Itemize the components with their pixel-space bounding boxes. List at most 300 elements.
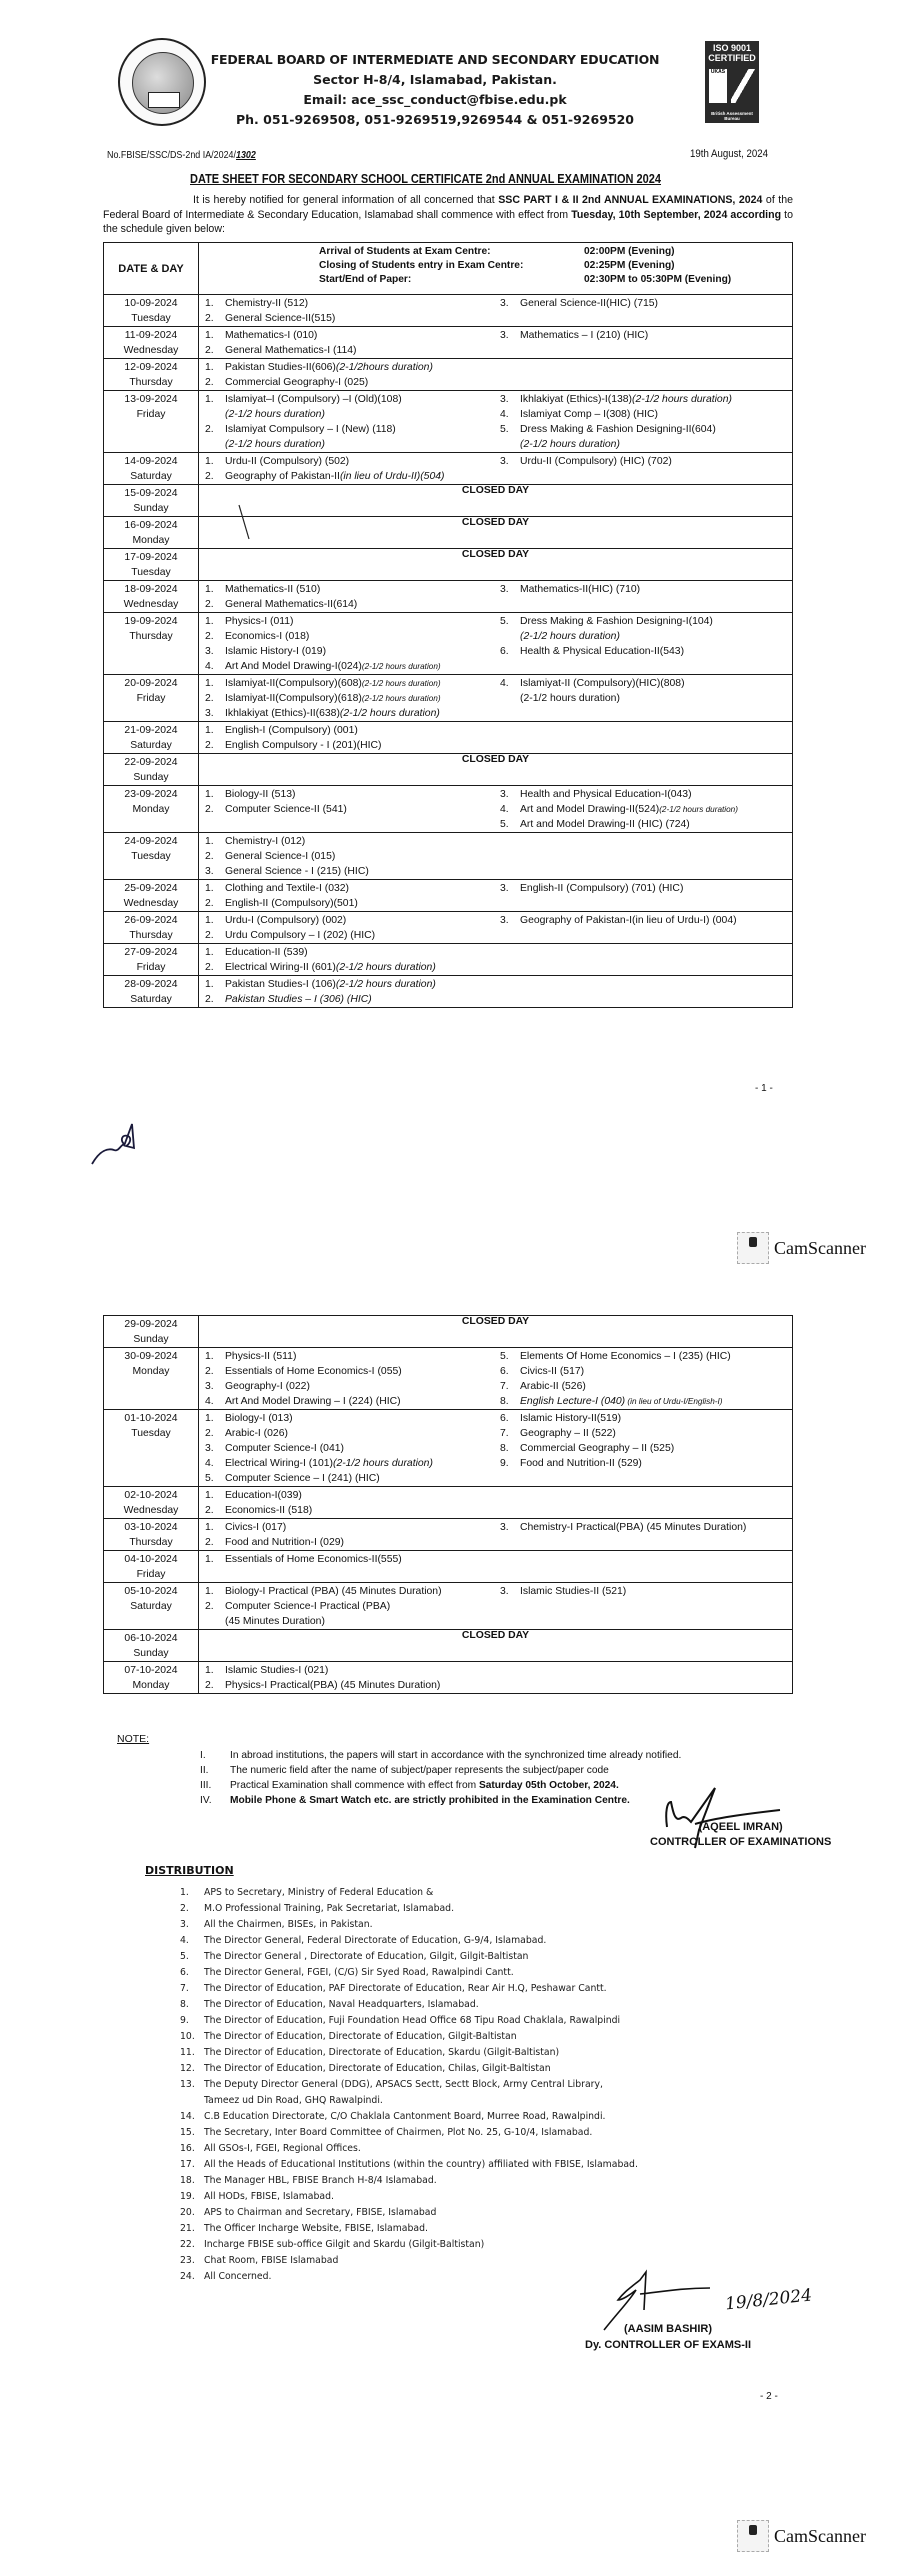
distribution-text: All GSOs-I, FGEI, Regional Offices. xyxy=(204,2143,361,2154)
subject-name: Biology-II (513) xyxy=(225,789,296,800)
subject-row xyxy=(500,454,792,469)
distribution-number: 10. xyxy=(180,2031,195,2042)
intro-text-1: It is hereby notified for general information of all concerned that xyxy=(193,194,499,206)
subjects-cell xyxy=(199,1487,793,1519)
subject-number: 5. xyxy=(500,616,509,627)
spacer xyxy=(500,437,520,452)
schedule-row xyxy=(104,1630,793,1662)
subject-columns xyxy=(205,582,792,612)
distribution-item xyxy=(180,2141,638,2157)
subject-number: 4. xyxy=(500,804,509,815)
subject-text xyxy=(225,582,500,597)
distribution-heading: DISTRIBUTION xyxy=(145,1864,234,1877)
subject-row xyxy=(205,1599,500,1614)
subject-number: 3. xyxy=(500,1586,509,1597)
subject-row xyxy=(205,864,500,879)
subject-columns xyxy=(205,328,792,358)
subject-number: 8. xyxy=(500,1443,509,1454)
subjects-cell xyxy=(199,1519,793,1551)
subject-item xyxy=(500,802,792,817)
schedule-row xyxy=(104,786,793,833)
exam-day: Monday xyxy=(132,535,170,546)
subject-number: 2. xyxy=(205,313,214,324)
subject-row xyxy=(205,597,500,612)
subject-name: Islamiyat Compulsory – I (New) (118) xyxy=(225,424,396,435)
distribution-list xyxy=(180,1885,638,2285)
subject-row xyxy=(500,1349,792,1364)
subject-name: Economics-II (518) xyxy=(225,1505,313,1516)
subject-row xyxy=(500,296,792,311)
exam-date: 04-10-2024 xyxy=(124,1554,178,1565)
subject-name: Chemistry-I Practical(PBA) (45 Minutes Duration) xyxy=(520,1522,747,1533)
subject-row xyxy=(500,913,792,928)
exam-day: Sunday xyxy=(133,1334,169,1345)
distribution-number: 8. xyxy=(180,1999,189,2010)
spacer xyxy=(205,437,225,452)
subject-row xyxy=(205,881,500,896)
subject-number: 3. xyxy=(205,1443,214,1454)
subject-number: 2. xyxy=(205,898,214,909)
subject-number: 1. xyxy=(205,1665,214,1676)
exam-date: 03-10-2024 xyxy=(124,1522,178,1533)
distribution-item xyxy=(180,2189,638,2205)
subject-number: 1. xyxy=(205,915,214,926)
exam-date: 15-09-2024 xyxy=(124,488,178,499)
exam-day: Monday xyxy=(132,1680,170,1691)
exam-day: Saturday xyxy=(130,1601,172,1612)
subject-text xyxy=(520,454,792,469)
subject-item xyxy=(205,676,500,691)
subject-name: General Science - I (215) (HIC) xyxy=(225,866,369,877)
subject-text xyxy=(225,1552,500,1567)
subject-item xyxy=(500,422,792,452)
subject-name: Commercial Geography-I (025) xyxy=(225,377,369,388)
exam-day: Wednesday xyxy=(123,1505,179,1516)
subject-number: 1. xyxy=(205,789,214,800)
exam-day: Thursday xyxy=(129,631,173,642)
note-text: Practical Examination shall commence with effect from xyxy=(230,1780,479,1791)
subject-name: Mathematics-I (010) xyxy=(225,330,318,341)
subject-name: Ikhlakiyat (Ethics)-I(138) xyxy=(520,394,633,405)
subject-number: 6. xyxy=(500,1366,509,1377)
subject-text xyxy=(225,787,500,802)
exam-date: 28-09-2024 xyxy=(124,979,178,990)
exam-date: 16-09-2024 xyxy=(124,520,178,531)
subject-text xyxy=(520,614,792,629)
distribution-text: All the Chairmen, BISEs, in Pakistan. xyxy=(204,1919,373,1930)
duration-note-small: (in lieu of Urdu-I/English-I) xyxy=(625,1397,723,1406)
signatory-title: Dy. CONTROLLER OF EXAMS-II xyxy=(585,2339,752,2351)
subject-column-left xyxy=(205,582,500,612)
subject-row xyxy=(500,582,792,597)
exam-day: Friday xyxy=(136,962,166,973)
subject-column-right xyxy=(500,328,792,358)
distribution-text: The Director of Education, PAF Directorate of Education, Rear Air H.Q, Peshawar Cantt. xyxy=(204,1983,607,1994)
subject-column-left xyxy=(205,296,500,326)
date-day-cell xyxy=(104,976,199,1008)
subject-row xyxy=(205,1364,500,1379)
schedule-row xyxy=(104,517,793,549)
distribution-item xyxy=(180,1965,638,1981)
distribution-number: 13. xyxy=(180,2079,195,2090)
subject-name: Pakistan Studies-I (106) xyxy=(225,979,336,990)
subject-text xyxy=(225,311,500,326)
subject-row xyxy=(500,1394,792,1409)
exam-date: 27-09-2024 xyxy=(124,947,178,958)
subjects-cell xyxy=(199,722,793,754)
subject-item xyxy=(500,392,792,407)
signatory-name: (AASIM BASHIR) xyxy=(624,2323,713,2335)
subject-text xyxy=(520,787,792,802)
subject-column-right xyxy=(500,913,792,943)
closed-day-cell: CLOSED DAY xyxy=(199,517,793,549)
distribution-item xyxy=(180,2173,638,2189)
subject-item xyxy=(205,659,500,674)
subject-text xyxy=(520,392,792,407)
subject-text xyxy=(520,1379,792,1394)
subject-number: 2. xyxy=(205,804,214,815)
exam-day: Tuesday xyxy=(131,851,171,862)
subject-name: Health and Physical Education-I(043) xyxy=(520,789,692,800)
subject-row xyxy=(500,1379,792,1394)
subject-text xyxy=(225,1411,500,1426)
subject-name: Dress Making & Fashion Designing-I(104) xyxy=(520,616,713,627)
subject-columns xyxy=(205,1411,792,1486)
distribution-text: The Deputy Director General (DDG), APSACS Sectt, Sectt Block, Army Central Library, xyxy=(204,2079,603,2090)
distribution-text: All Concerned. xyxy=(204,2271,272,2282)
subjects-cell xyxy=(199,1551,793,1583)
distribution-item xyxy=(180,2157,638,2173)
subject-column-left xyxy=(205,1552,500,1567)
iso-9001-badge xyxy=(705,41,759,123)
subject-number: 7. xyxy=(500,1428,509,1439)
schedule-row xyxy=(104,549,793,581)
subject-row xyxy=(500,328,792,343)
subject-item xyxy=(500,1441,792,1456)
subject-text xyxy=(225,343,500,358)
subject-row xyxy=(205,375,500,390)
subject-row xyxy=(205,469,500,484)
subject-row xyxy=(205,928,500,943)
subject-row-continued xyxy=(205,407,500,422)
duration-note: (2-1/2 hours duration) xyxy=(339,708,440,719)
subject-name: Urdu-II (Compulsory) (HIC) (702) xyxy=(520,456,672,467)
subject-text xyxy=(520,1520,792,1535)
subject-text xyxy=(225,1471,500,1486)
initial-signature xyxy=(90,1120,150,1170)
subject-column-right xyxy=(500,723,792,753)
subject-name: Islamiyat-II(Compulsory)(618) xyxy=(225,693,362,704)
subject-item xyxy=(205,1379,500,1394)
subject-column-left xyxy=(205,723,500,753)
subject-item xyxy=(205,1552,500,1567)
subject-text xyxy=(225,1426,500,1441)
subject-name: Electrical Wiring-II (601) xyxy=(225,962,336,973)
distribution-text: C.B Education Directorate, C/O Chaklala Cantonment Board, Murree Road, Rawalpindi. xyxy=(204,2111,606,2122)
schedule-row xyxy=(104,1583,793,1630)
subject-columns xyxy=(205,977,792,1007)
subject-row xyxy=(500,407,792,422)
schedule-row xyxy=(104,912,793,944)
subject-name: Education-II (539) xyxy=(225,947,308,958)
exam-day: Saturday xyxy=(130,471,172,482)
distribution-number: 15. xyxy=(180,2127,195,2138)
subject-row xyxy=(205,977,500,992)
subjects-cell xyxy=(199,944,793,976)
subject-number: 3. xyxy=(500,915,509,926)
exam-day: Friday xyxy=(136,693,166,704)
distribution-item xyxy=(180,1981,638,1997)
subject-name: Islamic History-I (019) xyxy=(225,646,327,657)
distribution-text: The Director of Education, Directorate of Education, Gilgit-Baltistan xyxy=(204,2031,517,2042)
note-item xyxy=(200,1763,681,1778)
subject-name: General Mathematics-I (114) xyxy=(225,345,357,356)
distribution-number: 11. xyxy=(180,2047,195,2058)
subject-row xyxy=(500,644,792,659)
subject-item xyxy=(500,1584,792,1599)
subjects-cell xyxy=(199,581,793,613)
distribution-number: 9. xyxy=(180,2015,189,2026)
subject-row xyxy=(500,1584,792,1599)
date-day-cell xyxy=(104,880,199,912)
subject-text xyxy=(225,896,500,911)
subject-name: Islamic Studies-I (021) xyxy=(225,1665,329,1676)
table-header-row xyxy=(104,243,793,295)
subject-text xyxy=(520,817,792,832)
subject-item xyxy=(205,1456,500,1471)
subject-row xyxy=(205,1552,500,1567)
timing-label: Closing of Students entry in Exam Centre: xyxy=(319,260,524,271)
intro-paragraph xyxy=(103,193,793,237)
timing-value: 02:00PM (Evening) xyxy=(584,246,675,257)
subject-text xyxy=(225,1663,500,1678)
date-day-cell xyxy=(104,722,199,754)
subject-column-right xyxy=(500,1349,792,1409)
subject-number: 3. xyxy=(500,456,509,467)
exam-date: 22-09-2024 xyxy=(124,757,178,768)
intro-bold-2: Tuesday, 10th September, 2024 according xyxy=(571,208,782,221)
subject-number: 1. xyxy=(205,1413,214,1424)
subject-column-right xyxy=(500,1552,792,1567)
subject-number: 2. xyxy=(205,377,214,388)
note-bold: Saturday 05th October, 2024. xyxy=(478,1780,619,1791)
subjects-cell xyxy=(199,359,793,391)
subject-columns xyxy=(205,834,792,879)
date-day-cell xyxy=(104,549,199,581)
closed-day-cell: CLOSED DAY xyxy=(199,1316,793,1348)
subject-number: 6. xyxy=(500,646,509,657)
schedule-row xyxy=(104,327,793,359)
note-item xyxy=(200,1748,681,1763)
subject-text xyxy=(225,1520,500,1535)
subject-text xyxy=(520,422,792,437)
subject-name: Pakistan Studies-II(606) xyxy=(225,362,336,373)
timings-header xyxy=(199,243,793,295)
subject-number: 1. xyxy=(205,836,214,847)
subject-name: Electrical Wiring-I (101) xyxy=(225,1458,333,1469)
subject-row xyxy=(500,1520,792,1535)
subject-columns xyxy=(205,1349,792,1409)
subject-item xyxy=(500,1456,792,1471)
subject-name: Geography – II (522) xyxy=(520,1428,616,1439)
schedule-row xyxy=(104,976,793,1008)
subject-name-italic: Pakistan Studies – I (306) (HIC) xyxy=(225,994,372,1005)
subjects-cell xyxy=(199,675,793,722)
duration-note: (2-1/2 hours duration) xyxy=(332,1458,433,1469)
camscanner-icon xyxy=(737,2520,769,2552)
subject-item xyxy=(205,1488,500,1503)
subject-row xyxy=(205,1488,500,1503)
exam-date: 21-09-2024 xyxy=(124,725,178,736)
subject-number: 1. xyxy=(205,1586,214,1597)
subject-column-left xyxy=(205,676,500,721)
subject-column-left xyxy=(205,1411,500,1486)
document-title: DATE SHEET FOR SECONDARY SCHOOL CERTIFICATE 2nd ANNUAL EXAMINATION 2024 xyxy=(190,172,662,186)
subject-number: 2. xyxy=(205,930,214,941)
signatory-name: (AQEEL IMRAN) xyxy=(698,1821,783,1833)
subject-columns xyxy=(205,1584,792,1629)
subject-text xyxy=(225,992,500,1007)
subject-number: 1. xyxy=(205,979,214,990)
subject-row xyxy=(205,629,500,644)
subject-number: 5. xyxy=(500,1351,509,1362)
subject-name: Art and Model Drawing-II(524) xyxy=(520,804,660,815)
subject-item xyxy=(205,614,500,629)
subject-item xyxy=(500,454,792,469)
iso-line2: CERTIFIED xyxy=(708,53,756,63)
distribution-number: 17. xyxy=(180,2159,195,2170)
subject-number: 2. xyxy=(205,631,214,642)
schedule-row xyxy=(104,1316,793,1348)
ref-prefix: No.FBISE/SSC/DS-2nd IA/2024/ xyxy=(107,149,236,161)
subject-number: 2. xyxy=(205,851,214,862)
subject-text xyxy=(225,1364,500,1379)
subject-columns xyxy=(205,614,792,674)
duration-note: (in lieu of Urdu-II)(504) xyxy=(339,471,445,482)
schedule-row xyxy=(104,1519,793,1551)
subject-row xyxy=(500,817,792,832)
subject-name-italic: English Lecture-I (040) xyxy=(520,1396,626,1407)
subject-item xyxy=(205,311,500,326)
subject-item xyxy=(205,1349,500,1364)
subjects-cell xyxy=(199,1348,793,1410)
exam-date: 14-09-2024 xyxy=(124,456,178,467)
distribution-item xyxy=(180,2045,638,2061)
distribution-item xyxy=(180,2109,638,2125)
subject-text xyxy=(225,1441,500,1456)
subject-name: Biology-I Practical (PBA) (45 Minutes Duration) xyxy=(225,1586,442,1597)
subject-row xyxy=(500,1411,792,1426)
subject-column-left xyxy=(205,614,500,674)
exam-day: Tuesday xyxy=(131,1428,171,1439)
date-day-cell xyxy=(104,1630,199,1662)
distribution-number: 1. xyxy=(180,1887,189,1898)
subject-text xyxy=(225,659,500,674)
duration-note-small: (2-1/2 hours duration) xyxy=(361,694,441,703)
distribution-text: All the Heads of Educational Institutions (within the country) affiliated with FBISE, Islamabad. xyxy=(204,2159,638,2170)
schedule-row xyxy=(104,1348,793,1410)
subject-text xyxy=(520,1426,792,1441)
subject-item xyxy=(205,469,500,484)
duration-note: (2-1/2 hours duration) xyxy=(335,962,436,973)
subject-name: Geography of Pakistan-I(in lieu of Urdu-I) (004) xyxy=(520,915,737,926)
subject-columns xyxy=(205,1663,792,1693)
subject-item xyxy=(205,802,500,817)
subject-columns xyxy=(205,787,792,832)
note-heading: NOTE: xyxy=(117,1733,150,1745)
distribution-item xyxy=(180,2125,638,2141)
subject-column-right xyxy=(500,676,792,721)
exam-date: 25-09-2024 xyxy=(124,883,178,894)
subject-number: 2. xyxy=(205,1601,214,1612)
subject-name: General Science-II(515) xyxy=(225,313,336,324)
spacer xyxy=(180,2093,204,2109)
subject-row xyxy=(500,676,792,691)
exam-day: Thursday xyxy=(129,930,173,941)
subject-item xyxy=(500,1426,792,1441)
subject-item xyxy=(500,1364,792,1379)
org-email: Email: ace_ssc_conduct@fbise.edu.pk xyxy=(303,92,567,107)
schedule-row xyxy=(104,722,793,754)
subject-text xyxy=(225,723,500,738)
subject-item xyxy=(205,1535,500,1550)
distribution-number: 19. xyxy=(180,2191,195,2202)
subject-text xyxy=(225,296,500,311)
date-day-cell xyxy=(104,327,199,359)
subject-number: 4. xyxy=(500,409,509,420)
exam-day: Friday xyxy=(136,409,166,420)
distribution-number: 24. xyxy=(180,2271,195,2282)
distribution-item xyxy=(180,1917,638,1933)
exam-date: 18-09-2024 xyxy=(124,584,178,595)
subject-item xyxy=(205,738,500,753)
subject-item xyxy=(205,849,500,864)
subject-text xyxy=(225,375,500,390)
subject-row xyxy=(205,328,500,343)
duration-note: (45 Minutes Duration) xyxy=(225,1616,325,1627)
subject-name: Health & Physical Education-II(543) xyxy=(520,646,685,657)
subject-text xyxy=(225,834,500,849)
distribution-item-continued xyxy=(180,2093,638,2109)
subject-row xyxy=(205,422,500,437)
pen-stroke-mark xyxy=(237,503,257,543)
schedule-row xyxy=(104,485,793,517)
note-num: IV. xyxy=(200,1795,212,1806)
schedule-row xyxy=(104,1410,793,1487)
subject-column-right xyxy=(500,392,792,452)
exam-date: 23-09-2024 xyxy=(124,789,178,800)
subject-item xyxy=(500,817,792,832)
subject-column-left xyxy=(205,881,500,911)
subject-name: Physics-I Practical(PBA) (45 Minutes Duration) xyxy=(225,1680,441,1691)
subject-column-right xyxy=(500,1488,792,1518)
subject-name: General Mathematics-II(614) xyxy=(225,599,358,610)
subject-number: 3. xyxy=(500,298,509,309)
subject-text xyxy=(225,864,500,879)
book-icon xyxy=(148,92,180,108)
subject-item xyxy=(500,787,792,802)
fbise-logo xyxy=(118,38,206,126)
subject-name: English-II (Compulsory)(501) xyxy=(225,898,358,909)
subject-name: Civics-II (517) xyxy=(520,1366,585,1377)
subject-number: 9. xyxy=(500,1458,509,1469)
subject-text xyxy=(520,1394,792,1409)
subjects-cell xyxy=(199,912,793,944)
subject-column-left xyxy=(205,913,500,943)
subject-item xyxy=(205,597,500,612)
subject-columns xyxy=(205,881,792,911)
distribution-number: 6. xyxy=(180,1967,189,1978)
